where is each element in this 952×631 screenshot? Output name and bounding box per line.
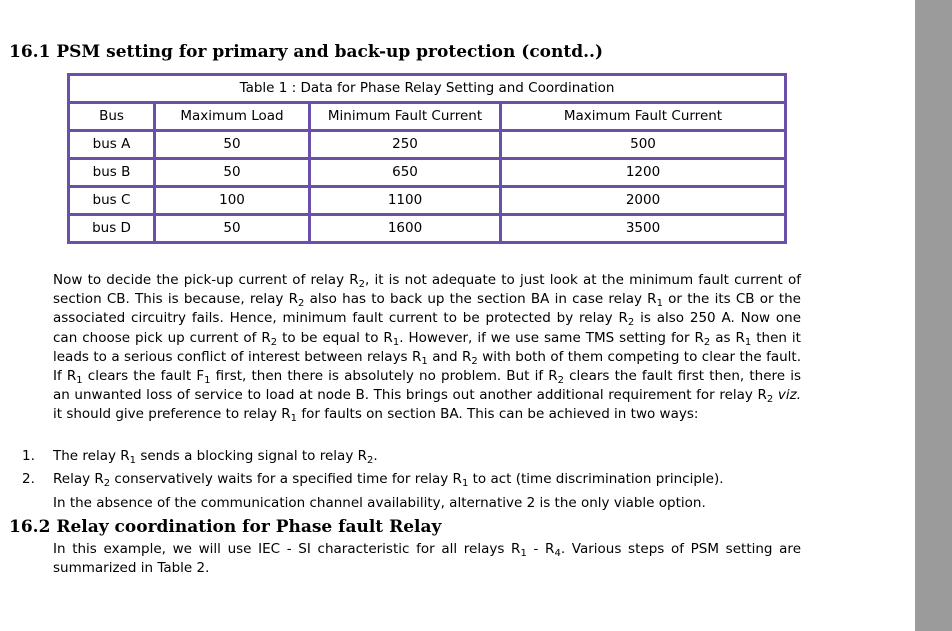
column-header-bus: Bus bbox=[69, 103, 155, 131]
scrollbar-track[interactable] bbox=[915, 0, 952, 631]
list-text: The relay $R_1$ sends a blocking signal to relay $R_2$. bbox=[53, 448, 378, 466]
column-header-max-fault: Maximum Fault Current bbox=[501, 103, 786, 131]
table-cell: bus D bbox=[69, 215, 155, 243]
table-row bbox=[69, 187, 786, 215]
table-cell: bus A bbox=[69, 131, 155, 159]
table-cell: bus B bbox=[69, 159, 155, 187]
table-row bbox=[69, 131, 786, 159]
table-cell: 100 bbox=[155, 187, 310, 215]
section-heading-16-2: 16.2 Relay coordination for Phase fault Relay bbox=[9, 517, 442, 537]
table-cell: 50 bbox=[155, 131, 310, 159]
table-header-row bbox=[69, 103, 786, 131]
table-cell: 1200 bbox=[501, 159, 786, 187]
table-row bbox=[69, 215, 786, 243]
table-cell: 250 bbox=[310, 131, 501, 159]
list-number: 1. bbox=[22, 448, 35, 464]
table-cell: 50 bbox=[155, 159, 310, 187]
column-header-min-fault: Minimum Fault Current bbox=[310, 103, 501, 131]
phase-relay-data-table bbox=[67, 73, 787, 244]
table-cell: bus C bbox=[69, 187, 155, 215]
list-text: Relay $R_2$ conservatively waits for a specified time for relay $R_1$ to act (time discrimination principle). bbox=[53, 471, 724, 489]
table-cell: 50 bbox=[155, 215, 310, 243]
section-heading-16-1: 16.1 PSM setting for primary and back-up protection (contd..) bbox=[9, 42, 604, 62]
body-paragraph: Now to decide the pick-up current of relay $R_2$, it is not adequate to just look at the minimum fault current of section CB. This is because, relay $R_2$ also has to back up the section BA in case relay $R_1$ or the its CB or the associated circuitry fails. Hence, minimum fault current to be protected by relay $R_2$ is also 250 A. Now one can choose pick up current of $R_2$ to be equal to $R_1$. However, if we use same TMS setting for $R_2$ as $R_1$ then it leads to a serious conflict of interest between relays $R_1$ and $R_2$ with both of them competing to clear the fault. If $R_1$ clears the fault $F_1$ first, then there is absolutely no problem. But if $R_2$ clears the fault first then, there is an unwanted loss of service to load at node B. This brings out another additional requirement for relay $R_2$ viz. it should give preference to relay $R_1$ for faults on section BA. This can be achieved in two ways: bbox=[53, 272, 801, 425]
body-paragraph: In this example, we will use IEC - SI characteristic for all relays $R_1 - R_4$. Various steps of PSM setting are summarized in Table 2. bbox=[53, 541, 801, 577]
column-header-max-load: Maximum Load bbox=[155, 103, 310, 131]
table-cell: 1100 bbox=[310, 187, 501, 215]
conclusion-line: In the absence of the communication channel availability, alternative 2 is the only viable option. bbox=[53, 495, 706, 511]
table-cell: 500 bbox=[501, 131, 786, 159]
table-cell: 1600 bbox=[310, 215, 501, 243]
table-cell: 650 bbox=[310, 159, 501, 187]
table-cell: 3500 bbox=[501, 215, 786, 243]
table-caption: Table 1 : Data for Phase Relay Setting and Coordination bbox=[69, 75, 786, 103]
table-row bbox=[69, 159, 786, 187]
table-cell: 2000 bbox=[501, 187, 786, 215]
list-number: 2. bbox=[22, 471, 35, 487]
